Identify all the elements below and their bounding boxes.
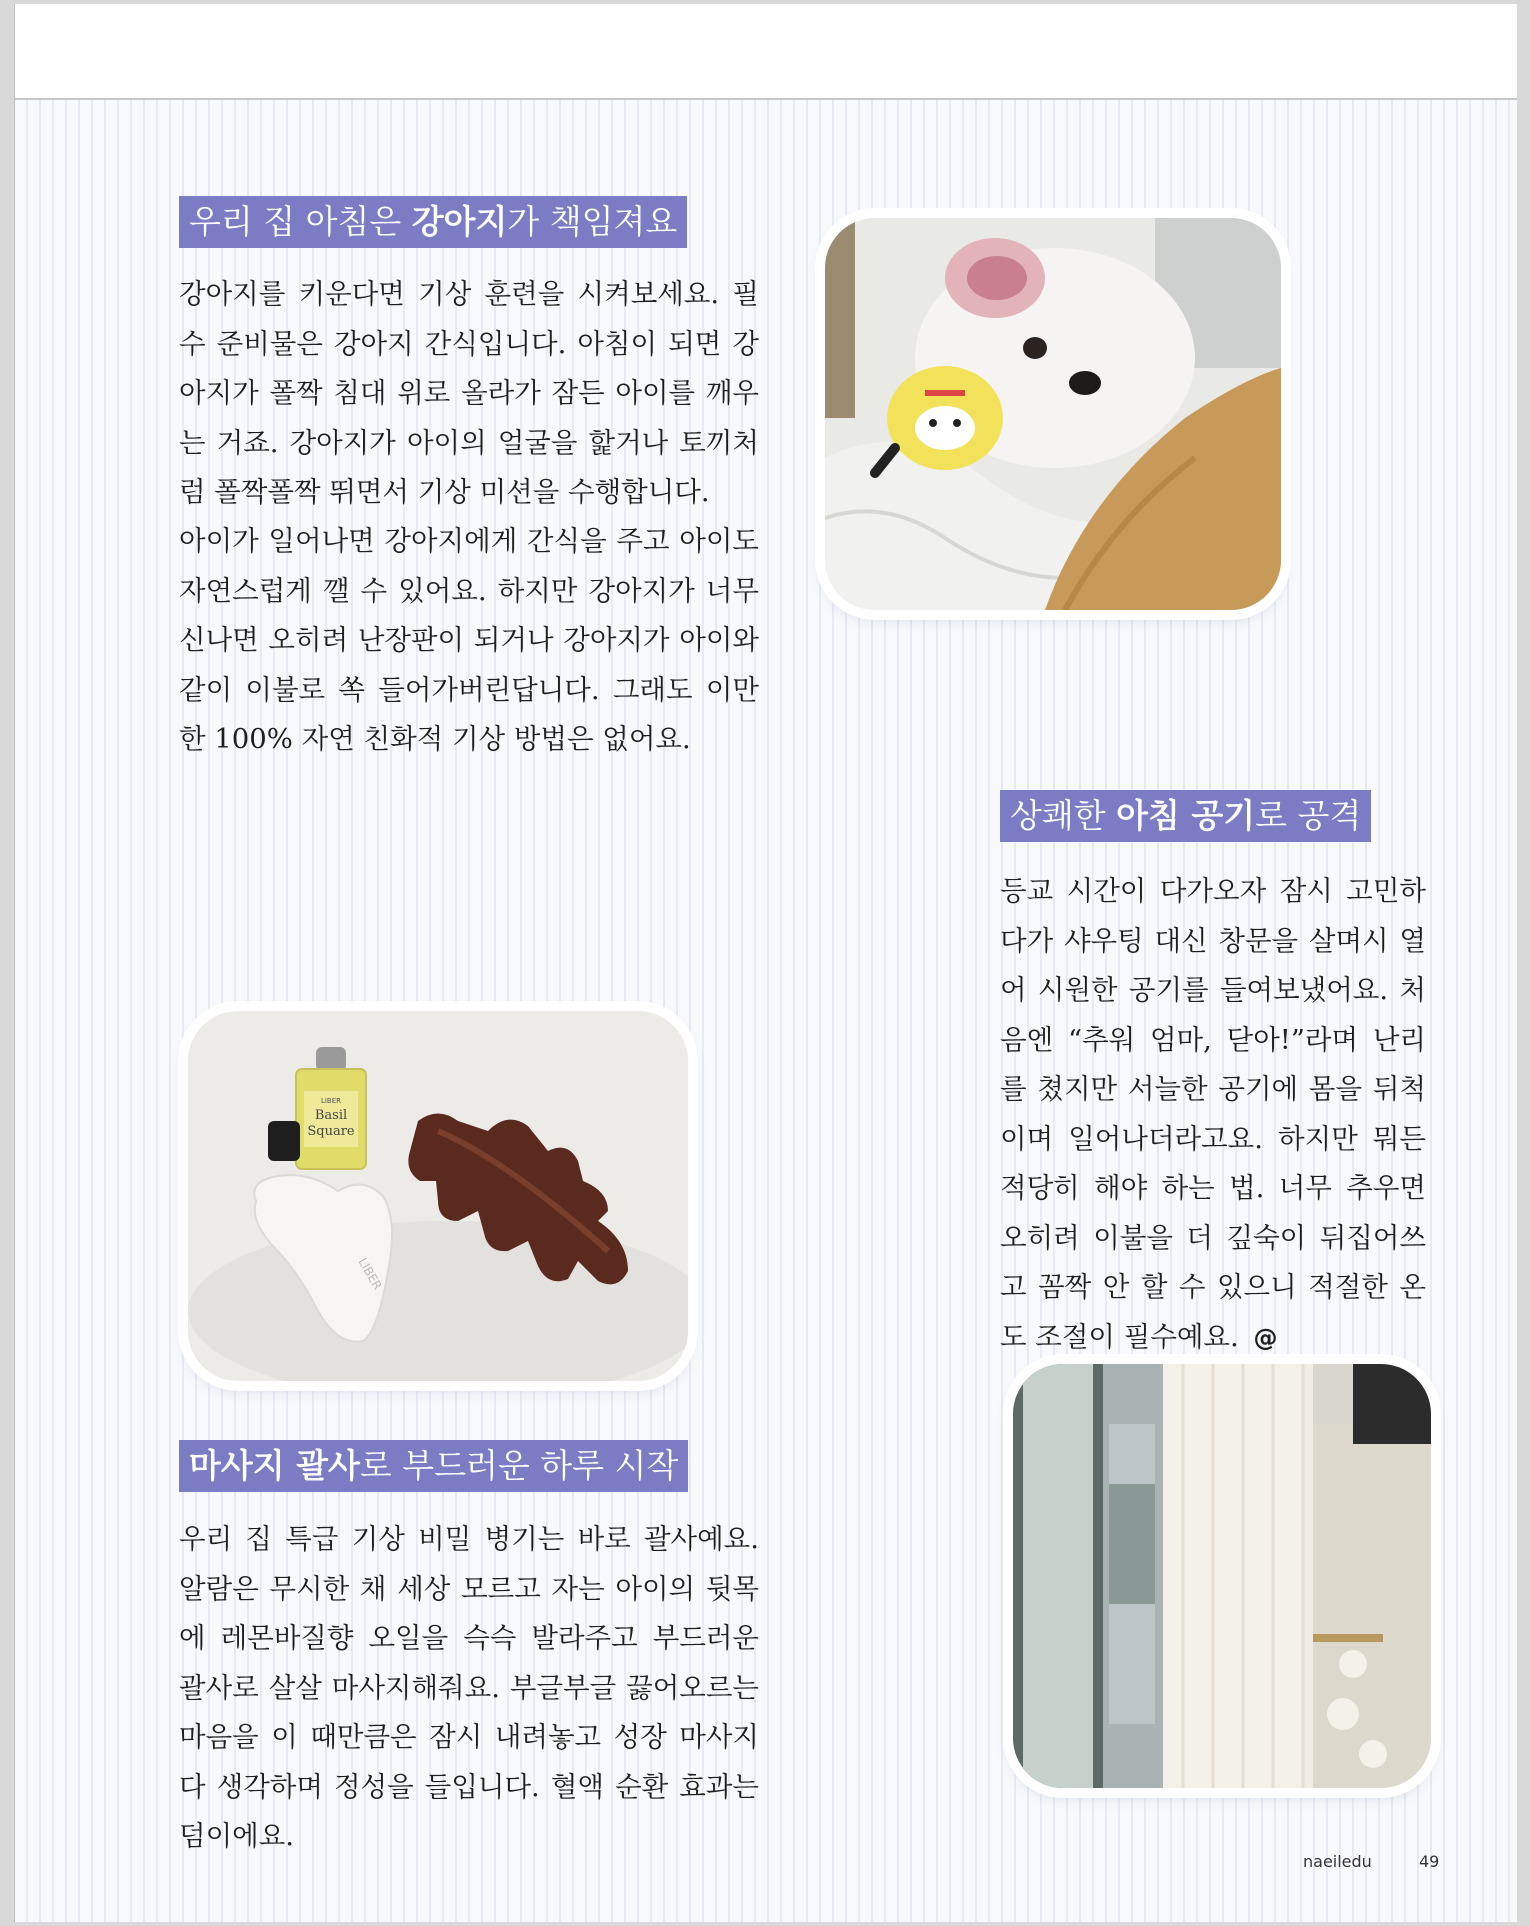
heading-text: 우리 집 아침은 (189, 202, 412, 241)
end-mark: @ (1253, 1323, 1278, 1352)
oil-brand-label: LIBER (320, 1097, 342, 1105)
section-heading-guasha (179, 1440, 688, 1492)
section-heading-dog (179, 196, 687, 248)
guasha-brand-label: LIBER (355, 1255, 385, 1293)
heading-highlight: 아침 공기 (1116, 796, 1256, 835)
magazine-page (14, 4, 1517, 1922)
body-paragraph (1000, 867, 1426, 1363)
dog-photo (825, 218, 1281, 610)
footer-magazine-name: naeiledu (1303, 1852, 1372, 1871)
section-heading-air (1000, 790, 1371, 842)
heading-highlight: 강아지 (411, 202, 508, 241)
heading-highlight: 마사지 괄사 (189, 1446, 360, 1485)
heading-text: 상쾌한 (1010, 796, 1117, 835)
body-paragraph: 강아지를 키운다면 기상 훈련을 시켜보세요. 필수 준비물은 강아지 간식입니다. 아침이 되면 강아지가 폴짝 침대 위로 올라가 잠든 아이를 깨우는 거죠. 강아지가 아이의 얼굴을 핥거나 토끼처럼 폴짝폴짝 뛰면서 기상 미션을 수행합니다. (179, 278, 759, 508)
heading-text: 로 공격 (1255, 796, 1362, 835)
oil-name-line2: Square (307, 1124, 355, 1139)
body-paragraph: 우리 집 특급 기상 비밀 병기는 바로 괄사예요. 알람은 무시한 채 세상 모르고 자는 아이의 뒷목에 레몬바질향 오일을 슥슥 발라주고 부드러운 괄사로 살살 마사지해줘요. 부글부글 끓어오르는 마음을 이 때만큼은 잠시 내려놓고 성장 마사지다 생각하며 정성을 들입니다. 혈액 순환 효과는 덤이에요. (179, 1523, 759, 1852)
body-paragraph: 아이가 일어나면 강아지에게 간식을 주고 아이도 자연스럽게 깰 수 있어요. 하지만 강아지가 너무 신나면 오히려 난장판이 되거나 강아지가 아이와 같이 이불로 쏙 들어가버린답니다. 그래도 이만한 100% 자연 친화적 기상 방법은 없어요. (179, 525, 759, 755)
massage-tools-photo (188, 1011, 688, 1381)
oil-name-line1: Basil (314, 1108, 348, 1123)
footer-page-number: 49 (1419, 1852, 1440, 1871)
heading-text: 로 부드러운 하루 시작 (359, 1446, 679, 1485)
heading-text: 가 책임져요 (507, 202, 678, 241)
page-header-band (15, 4, 1517, 100)
body-paragraph-text: 등교 시간이 다가오자 잠시 고민하다가 샤우팅 대신 창문을 살며시 열어 시원한 공기를 들여보냈어요. 처음엔 “추워 엄마, 닫아!”라며 난리를 쳤지만 서늘한 공기에 몸을 뒤척이며 일어나더라고요. 하지만 뭐든 적당히 해야 하는 법. 너무 추우면 오히려 이불을 더 깊숙이 뒤집어쓰고 꼼짝 안 할 수 있으니 적절한 온도 조절이 필수예요. (1000, 875, 1426, 1353)
window-photo (1013, 1364, 1431, 1788)
